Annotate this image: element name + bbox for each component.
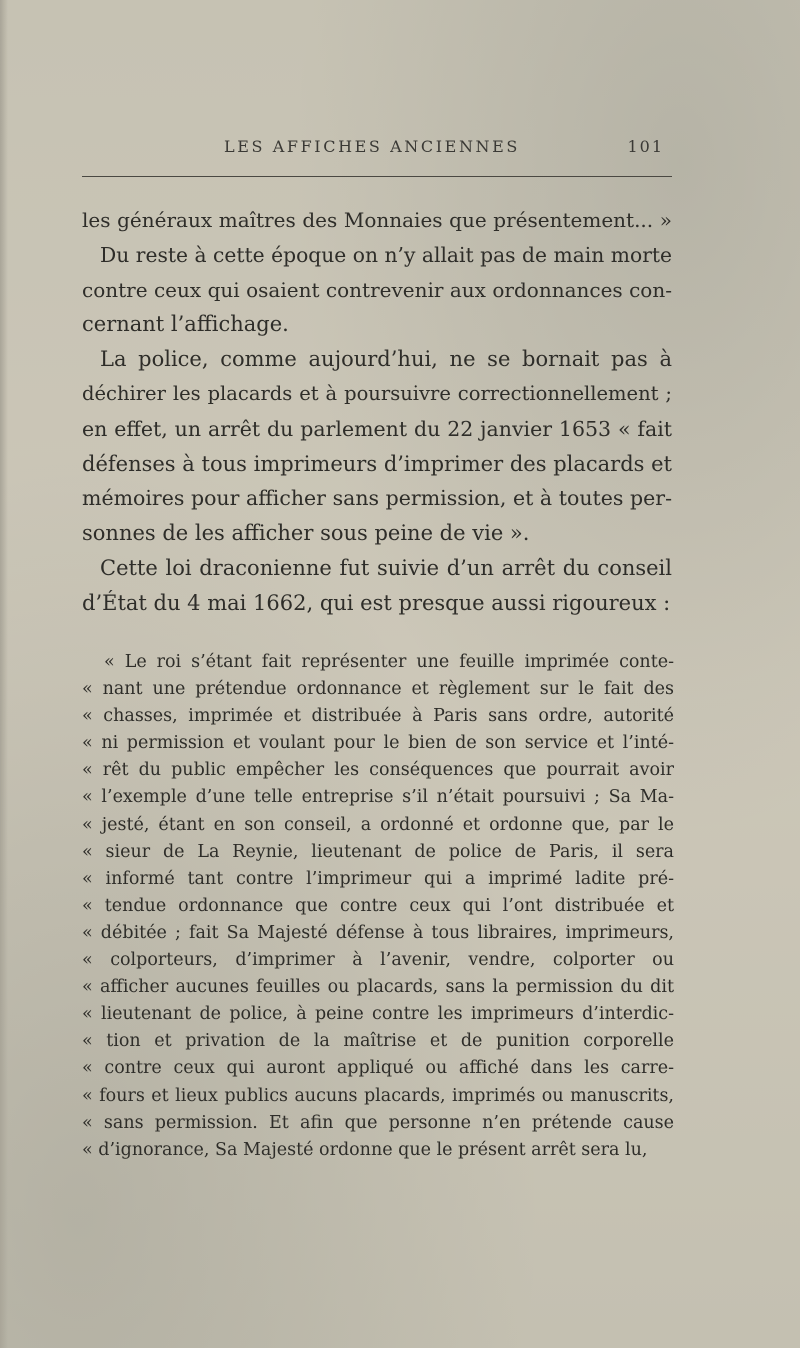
quote-line: « fours et lieux publics aucuns placards, imprimés ou manuscrits, bbox=[82, 1085, 674, 1106]
quote-line: « contre ceux qui auront appliqué ou affiché dans les carre- bbox=[82, 1058, 674, 1079]
quote-line: « d’ignorance, Sa Majesté ordonne que le présent arrêt sera lu, bbox=[82, 1139, 648, 1160]
quote-line: « sieur de La Reynie, lieutenant de police de Paris, il sera bbox=[82, 841, 674, 862]
text-line: déchirer les placards et à poursuivre correctionnellement ; bbox=[82, 381, 672, 405]
quote-line: « débitée ; fait Sa Majesté défense à tous libraires, imprimeurs, bbox=[82, 922, 674, 943]
text-line: défenses à tous imprimeurs d’imprimer des placards et bbox=[82, 451, 672, 476]
quote-line: « sans permission. Et afin que personne n’en prétende cause bbox=[82, 1112, 674, 1133]
quote-line: « nant une prétendue ordonnance et règlement sur le fait des bbox=[82, 679, 674, 700]
text-line: sonnes de les afficher sous peine de vie ». bbox=[82, 521, 530, 546]
quote-line: « tendue ordonnance que contre ceux qui l’ont distribuée et bbox=[82, 895, 674, 916]
header-rule bbox=[82, 176, 672, 177]
body-text bbox=[82, 203, 672, 621]
quote-line: « rêt du public empêcher les conséquences que pourrait avoir bbox=[82, 760, 674, 781]
text-line: les généraux maîtres des Monnaies que présentement... » bbox=[82, 208, 672, 232]
text-line: La police, comme aujourd’hui, ne se bornait pas à bbox=[100, 347, 672, 372]
text-line: mémoires pour afficher sans permission, et à toutes per- bbox=[82, 486, 672, 511]
text-line: Cette loi draconienne fut suivie d’un arrêt du conseil bbox=[100, 555, 672, 580]
quote-line: « ni permission et voulant pour le bien de son service et l’inté- bbox=[82, 733, 674, 754]
quote-line: « chasses, imprimée et distribuée à Paris sans ordre, autorité bbox=[82, 706, 674, 727]
quote-line: « jesté, étant en son conseil, a ordonné et ordonne que, par le bbox=[82, 814, 674, 835]
page-binding-edge bbox=[0, 0, 8, 1348]
text-line: cernant l’affichage. bbox=[82, 312, 289, 337]
quote-line: « colporteurs, d’imprimer à l’avenir, vendre, colporter ou bbox=[82, 950, 674, 971]
quote-line: « tion et privation de la maîtrise et de punition corporelle bbox=[82, 1031, 674, 1052]
quote-line: « l’exemple d’une telle entreprise s’il n’était poursuivi ; Sa Ma- bbox=[82, 787, 674, 808]
quote-line: « afficher aucunes feuilles ou placards, sans la permission du dit bbox=[82, 977, 674, 998]
quote-line: « lieutenant de police, à peine contre les imprimeurs d’interdic- bbox=[82, 1004, 674, 1025]
text-line: en effet, un arrêt du parlement du 22 janvier 1653 « fait bbox=[82, 416, 672, 441]
text-line: contre ceux qui osaient contrevenir aux ordonnances con- bbox=[82, 277, 672, 302]
text-line: Du reste à cette époque on n’y allait pas de main morte bbox=[100, 242, 672, 267]
quote-line: « informé tant contre l’imprimeur qui a imprimé ladite pré- bbox=[82, 868, 674, 889]
running-title: LES AFFICHES ANCIENNES bbox=[224, 137, 520, 156]
quoted-decree bbox=[82, 649, 674, 1164]
page-header bbox=[82, 137, 670, 159]
page-number: 101 bbox=[627, 137, 664, 156]
quote-line: « Le roi s’étant fait représenter une feuille imprimée conte- bbox=[104, 652, 674, 672]
text-line: d’État du 4 mai 1662, qui est presque aussi rigoureux : bbox=[82, 590, 671, 615]
